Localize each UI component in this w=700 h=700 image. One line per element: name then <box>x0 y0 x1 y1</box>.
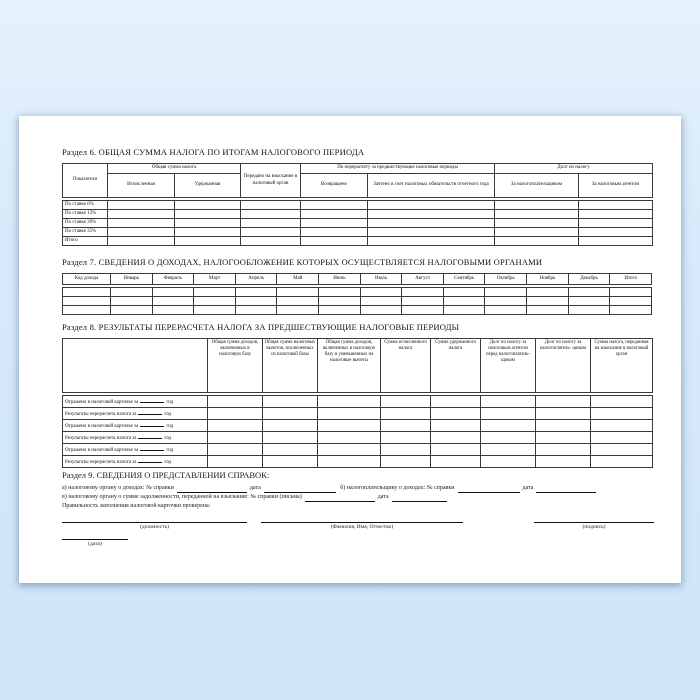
empty-cell <box>536 420 591 432</box>
col-header-summa-uderzhannogo: Сумма удержанного налога <box>431 339 481 393</box>
row-label-rezultaty <box>63 408 208 420</box>
col-header-uderzhannaya: Удержанная <box>175 174 241 198</box>
col-header-november: Ноябрь <box>527 274 569 285</box>
col-header-dolg-za-agentom: Долг по налогу за налоговым агентом перед налогоплатель- щиком <box>481 339 536 393</box>
empty-cell <box>368 210 495 219</box>
section-7 <box>62 257 654 315</box>
empty-cell <box>263 408 318 420</box>
empty-cell <box>263 432 318 444</box>
col-header-za-nalogoplatelshchikom: За налогоплательщиком <box>495 174 579 198</box>
col-header-summa-dohodov-umenshennyh: Общая сумма доходов, включенных в налоговую базу и уменьшенных на налоговые вычеты <box>318 339 381 393</box>
empty-cell <box>591 432 653 444</box>
col-header-dolg-za-nalogoplatelshchikom: Долг по налогу за налогоплатель- щиком <box>536 339 591 393</box>
row-label-itogo: Итого <box>63 237 108 246</box>
row-label-text: Результаты перерасчета налога за <box>65 459 137 465</box>
col-header-summa-ischislennogo: Сумма исчисленного налога <box>381 339 431 393</box>
certificates-line-a <box>62 484 654 493</box>
empty-cell <box>368 237 495 246</box>
row-label-stavka-35: По ставке 35% <box>63 228 108 237</box>
empty-cell <box>301 237 368 246</box>
empty-cell <box>63 297 111 306</box>
empty-cell <box>591 444 653 456</box>
empty-cell <box>481 456 536 468</box>
section-7-title: Раздел 7. СВЕДЕНИЯ О ДОХОДАХ, НАЛОГООБЛОЖЕНИЕ КОТОРЫХ ОСУЩЕСТВЛЯЕТСЯ НАЛОГОВЫМИ ОРГАНАМИ <box>62 257 543 267</box>
empty-cell <box>568 297 610 306</box>
empty-cell <box>610 297 652 306</box>
table-row <box>63 201 653 210</box>
col-header-july: Июль <box>360 274 402 285</box>
table-row <box>63 432 653 444</box>
empty-cell <box>194 297 236 306</box>
empty-cell <box>235 288 277 297</box>
section-9 <box>62 469 654 548</box>
empty-cell <box>485 288 527 297</box>
empty-cell <box>175 237 241 246</box>
empty-cell <box>536 444 591 456</box>
empty-cell <box>235 297 277 306</box>
empty-cell <box>63 306 111 315</box>
empty-cell <box>152 288 194 297</box>
signature-fio: (Фамилия, Имя, Отчество) <box>261 522 463 531</box>
signature-date: (дата) <box>62 539 128 548</box>
label-a: а) налоговому органу о доходах: № справки <box>62 485 174 491</box>
empty-cell <box>241 210 301 219</box>
empty-cell <box>381 420 431 432</box>
empty-cell <box>208 420 263 432</box>
label-v: в) налоговому органу о сумме задолженности, переданной на взыскание: № справки (письма) <box>62 494 302 500</box>
section-8 <box>62 322 654 468</box>
empty-cell <box>591 420 653 432</box>
empty-cell <box>431 408 481 420</box>
empty-cell <box>431 432 481 444</box>
section-7-header-table <box>62 273 652 285</box>
empty-cell <box>402 288 444 297</box>
empty-cell <box>194 306 236 315</box>
empty-cell <box>277 297 319 306</box>
empty-cell <box>536 408 591 420</box>
date-blank <box>536 486 596 493</box>
empty-cell <box>579 219 653 228</box>
empty-cell <box>527 288 569 297</box>
table-row <box>63 288 652 297</box>
signature-podpis: (подпись) <box>534 522 654 531</box>
empty-cell <box>175 228 241 237</box>
empty-cell <box>536 456 591 468</box>
label-data-3: дата <box>377 494 389 500</box>
col-header-obshchaya-summa: Общая сумма налога <box>108 164 241 174</box>
empty-cell <box>175 210 241 219</box>
empty-cell <box>152 306 194 315</box>
row-label-stavka-30: По ставке 30% <box>63 219 108 228</box>
table-row <box>63 444 653 456</box>
col-header-pokazateli: Показатели <box>63 164 108 198</box>
empty-cell <box>241 219 301 228</box>
empty-cell <box>318 420 381 432</box>
year-blank-line <box>138 457 162 463</box>
col-header-october: Октябрь <box>485 274 527 285</box>
empty-cell <box>431 396 481 408</box>
empty-cell <box>263 444 318 456</box>
col-header-pereraschet: По перерасчету за предшествующие налоговые периоды <box>301 164 495 174</box>
empty-cell <box>481 408 536 420</box>
col-header-january: Январь <box>111 274 153 285</box>
empty-cell <box>277 306 319 315</box>
empty-cell <box>568 306 610 315</box>
row-label-otrazheno <box>63 396 208 408</box>
label-data-1: дата <box>249 485 261 491</box>
empty-cell <box>481 420 536 432</box>
empty-cell <box>208 408 263 420</box>
empty-cell <box>368 219 495 228</box>
spravka-number-blank <box>458 486 520 493</box>
empty-cell <box>208 396 263 408</box>
empty-cell <box>319 306 361 315</box>
col-header-may: Май <box>277 274 319 285</box>
row-label-text: Результаты перерасчета налога за <box>65 435 137 441</box>
empty-cell <box>194 288 236 297</box>
empty-cell <box>108 201 175 210</box>
year-suffix: год <box>164 411 172 417</box>
table-row <box>63 210 653 219</box>
section-8-header-table <box>62 338 653 393</box>
check-statement: Правильность заполнения налоговой карточки проверена: <box>62 503 211 509</box>
empty-cell <box>368 201 495 210</box>
empty-cell <box>443 288 485 297</box>
empty-cell <box>277 288 319 297</box>
empty-cell <box>111 306 153 315</box>
empty-cell <box>63 288 111 297</box>
col-header-ischislennaya: Исчисленная <box>108 174 175 198</box>
empty-cell <box>591 396 653 408</box>
signature-dolzhnost: (должность) <box>62 522 247 531</box>
row-label-rezultaty <box>63 432 208 444</box>
row-label-stavka-6: По ставке 6% <box>63 201 108 210</box>
year-suffix: год <box>166 423 174 429</box>
table-row <box>63 228 653 237</box>
section-6-title: Раздел 6. ОБЩАЯ СУММА НАЛОГА ПО ИТОГАМ НАЛОГОВОГО ПЕРИОДА <box>62 147 365 157</box>
empty-cell <box>495 210 579 219</box>
empty-cell <box>318 444 381 456</box>
col-header-june: Июнь <box>319 274 361 285</box>
section-6-body-table <box>62 200 653 246</box>
empty-cell <box>443 297 485 306</box>
signature-row <box>62 522 654 531</box>
table-row <box>63 420 653 432</box>
empty-cell <box>402 297 444 306</box>
row-label-otrazheno <box>63 420 208 432</box>
empty-cell <box>263 420 318 432</box>
empty-cell <box>481 444 536 456</box>
table-row <box>63 456 653 468</box>
date-blank <box>264 486 336 493</box>
empty-cell <box>610 288 652 297</box>
table-row <box>63 297 652 306</box>
empty-cell <box>495 228 579 237</box>
year-suffix: год <box>166 399 174 405</box>
row-label-otrazheno <box>63 444 208 456</box>
empty-cell <box>319 297 361 306</box>
empty-cell <box>381 456 431 468</box>
row-label-rezultaty <box>63 456 208 468</box>
empty-cell <box>431 444 481 456</box>
empty-cell <box>495 219 579 228</box>
empty-cell <box>381 444 431 456</box>
spravka-number-blank <box>177 486 247 493</box>
empty-cell <box>495 237 579 246</box>
section-6-header-table <box>62 163 653 198</box>
row-label-text: Отражено в налоговой карточке за <box>65 447 139 453</box>
date-blank <box>392 495 447 502</box>
empty-cell <box>318 396 381 408</box>
empty-cell <box>527 306 569 315</box>
empty-cell <box>360 288 402 297</box>
empty-cell <box>591 408 653 420</box>
empty-cell <box>152 297 194 306</box>
empty-cell <box>431 420 481 432</box>
col-header-peredano: Передано на взыскание в налоговый орган <box>241 164 301 198</box>
empty-cell <box>381 432 431 444</box>
empty-cell <box>108 210 175 219</box>
empty-cell <box>481 396 536 408</box>
col-header-march: Март <box>194 274 236 285</box>
empty-cell <box>108 237 175 246</box>
col-header-za-nalogovym-agentom: За налоговым агентом <box>579 174 653 198</box>
row-label-text: Отражено в налоговой карточке за <box>65 399 139 405</box>
section-8-title: Раздел 8. РЕЗУЛЬТАТЫ ПЕРЕРАСЧЕТА НАЛОГА ЗА ПРЕДШЕСТВУЮЩИЕ НАЛОГОВЫЕ ПЕРИОДЫ <box>62 322 460 332</box>
empty-cell <box>319 288 361 297</box>
row-label-text: Отражено в налоговой карточке за <box>65 423 139 429</box>
certificates-line-v <box>62 493 654 502</box>
year-suffix: год <box>164 459 172 465</box>
year-blank-line <box>140 397 164 403</box>
empty-cell <box>527 297 569 306</box>
empty-cell <box>208 444 263 456</box>
label-data-2: дата <box>522 485 534 491</box>
col-header-itogo: Итого <box>610 274 652 285</box>
col-header-february: Февраль <box>152 274 194 285</box>
empty-cell <box>402 306 444 315</box>
col-header-august: Август <box>402 274 444 285</box>
empty-cell <box>301 210 368 219</box>
empty-cell <box>108 219 175 228</box>
year-suffix: год <box>166 447 174 453</box>
col-header-vozvrashcheno: Возвращено <box>301 174 368 198</box>
empty-cell <box>208 432 263 444</box>
empty-cell <box>579 210 653 219</box>
empty-cell <box>360 297 402 306</box>
empty-cell <box>485 297 527 306</box>
row-label-stavka-13: По ставке 13% <box>63 210 108 219</box>
empty-cell <box>481 432 536 444</box>
col-header-row-label-blank <box>63 339 208 393</box>
empty-cell <box>579 237 653 246</box>
empty-cell <box>301 219 368 228</box>
empty-cell <box>536 432 591 444</box>
empty-cell <box>301 228 368 237</box>
col-header-april: Апрель <box>235 274 277 285</box>
empty-cell <box>568 288 610 297</box>
table-row <box>63 237 653 246</box>
empty-cell <box>368 228 495 237</box>
empty-cell <box>263 396 318 408</box>
year-blank-line <box>140 445 164 451</box>
empty-cell <box>579 201 653 210</box>
col-header-summa-vychetov: Общая сумма налоговых вычетов, исключенных из налоговой базы <box>263 339 318 393</box>
empty-cell <box>431 456 481 468</box>
col-header-dolg: Долг по налогу <box>495 164 653 174</box>
year-suffix: год <box>164 435 172 441</box>
empty-cell <box>111 288 153 297</box>
empty-cell <box>318 408 381 420</box>
col-header-kod-dohoda: Код дохода <box>63 274 111 285</box>
empty-cell <box>111 297 153 306</box>
label-b: б) налогоплательщику о доходах: № справки <box>340 485 455 491</box>
col-header-december: Декабрь <box>568 274 610 285</box>
empty-cell <box>579 228 653 237</box>
year-blank-line <box>138 433 162 439</box>
row-label-text: Результаты перерасчета налога за <box>65 411 137 417</box>
col-header-summa-dohodov-baza: Общая сумма доходов, включенных в налоговую базу <box>208 339 263 393</box>
table-row <box>63 306 652 315</box>
empty-cell <box>318 456 381 468</box>
empty-cell <box>241 201 301 210</box>
col-header-summa-na-vzyskanie: Сумма налога, переданная на взыскание в налоговый орган <box>591 339 653 393</box>
empty-cell <box>381 396 431 408</box>
empty-cell <box>495 201 579 210</box>
empty-cell <box>241 237 301 246</box>
empty-cell <box>360 306 402 315</box>
spravka-number-blank <box>305 495 375 502</box>
table-row <box>63 408 653 420</box>
empty-cell <box>241 228 301 237</box>
col-header-september: Сентябрь <box>443 274 485 285</box>
empty-cell <box>610 306 652 315</box>
section-6 <box>62 147 654 246</box>
empty-cell <box>318 432 381 444</box>
section-9-title: Раздел 9. СВЕДЕНИЯ О ПРЕДСТАВЛЕНИИ СПРАВОК: <box>62 470 270 480</box>
empty-cell <box>381 408 431 420</box>
empty-cell <box>301 201 368 210</box>
table-row <box>63 219 653 228</box>
year-blank-line <box>138 409 162 415</box>
section-7-body-table <box>62 287 652 315</box>
empty-cell <box>235 306 277 315</box>
empty-cell <box>263 456 318 468</box>
empty-cell <box>443 306 485 315</box>
empty-cell <box>485 306 527 315</box>
col-header-zachteno: Зачтено в счет налоговых обязательств отчетного года <box>368 174 495 198</box>
year-blank-line <box>140 421 164 427</box>
empty-cell <box>208 456 263 468</box>
empty-cell <box>591 456 653 468</box>
document-page <box>19 116 681 583</box>
empty-cell <box>108 228 175 237</box>
table-row <box>63 396 653 408</box>
empty-cell <box>175 219 241 228</box>
empty-cell <box>536 396 591 408</box>
empty-cell <box>175 201 241 210</box>
section-8-body-table <box>62 395 653 468</box>
